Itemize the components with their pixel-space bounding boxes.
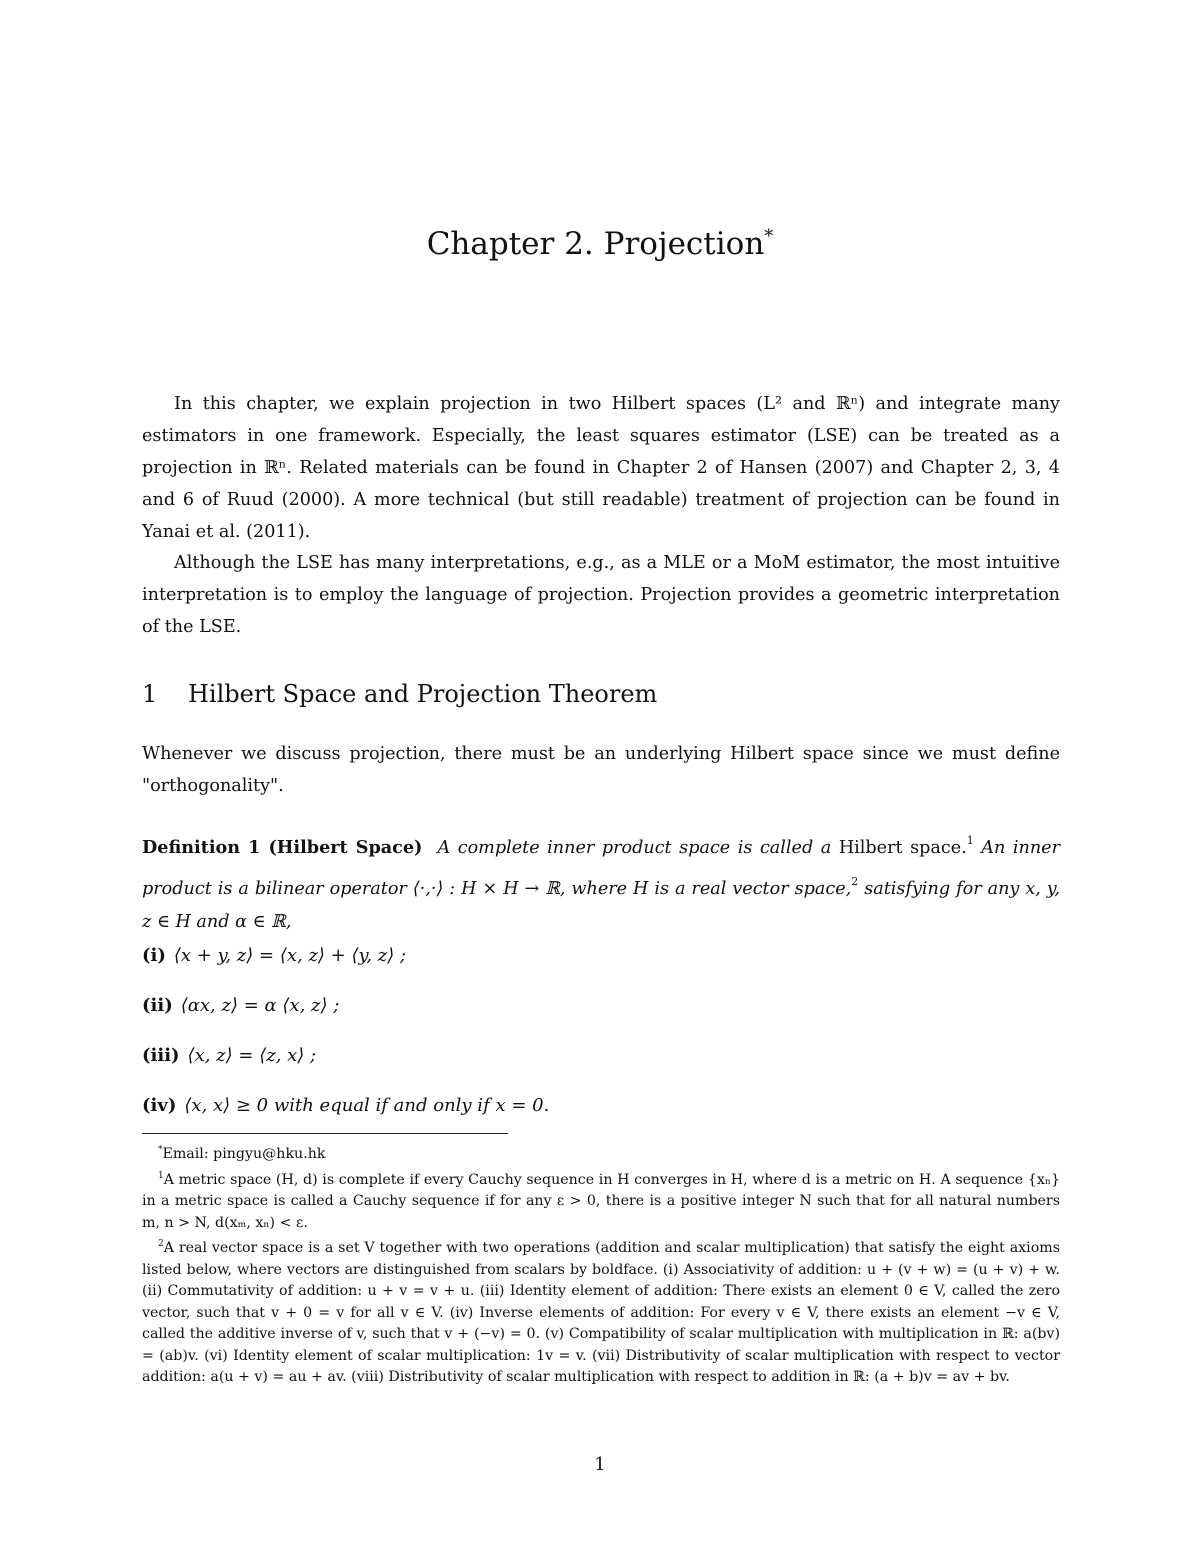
axiom-label: (i) — [142, 945, 166, 966]
axiom-label: (iii) — [142, 1045, 180, 1066]
footnote-email-text: Email: pingyu@hku.hk — [162, 1146, 326, 1162]
footnote-2-mark: 2 — [158, 1239, 164, 1249]
footnote-ref-1: 1 — [966, 834, 974, 847]
title-footnote-mark: * — [764, 226, 774, 247]
footnotes — [142, 1140, 1060, 1389]
definition-text-a: A complete inner product space is called a — [437, 838, 832, 858]
footnote-ref-2: 2 — [851, 875, 859, 888]
axiom-1 — [142, 945, 406, 966]
axiom-text: ⟨x, z⟩ = ⟨z, x⟩ ; — [187, 1045, 317, 1066]
footnote-1-text: A metric space (H, d) is complete if every Cauchy sequence in H converges in H, where d is a metric on H. A sequence {xₙ} in a metric space is called a Cauchy sequence if for any ε > 0, there is a positive integer N such that for all natural numbers m, n > N, d(xₘ, xₙ) < ε. — [142, 1171, 1060, 1231]
section-heading — [142, 680, 657, 708]
definition-label: Definition 1 (Hilbert Space) — [142, 837, 423, 858]
footnote-2-text: A real vector space is a set V together with two operations (addition and scalar multiplication) that satisfy the eight axioms listed below, where vectors are distinguished from scalars by boldface. (i) Associativity of addition: u + (v + w) = (u + v) + w. (ii) Commutativity of addition: u + v = v + u. (iii) Identity element of addition: There exists an element 0 ∈ V, called the zero vector, such that v + 0 = v for all v ∈ V. (iv) Inverse elements of addition: For every v ∈ V, there exists an element −v ∈ V, called the additive inverse of v, such that v + (−v) = 0. (v) Compatibility of scalar multiplication with multiplication in ℝ: a(bv) = (ab)v. (vi) Identity element of scalar multiplication: 1v = v. (vii) Distributivity of scalar multiplication with respect to vector addition: a(u + v) = au + av. (viii) Distributivity of scalar multiplication with respect to addition in ℝ: (a + b)v = av + bv. — [142, 1240, 1060, 1385]
page-number: 1 — [594, 1454, 606, 1475]
definition-text-b: An inner product is a bilinear operator ⟨·,·⟩ : H × H → ℝ, where H is a real vector space, — [142, 838, 1060, 899]
axiom-text: ⟨x + y, z⟩ = ⟨x, z⟩ + ⟨y, z⟩ ; — [173, 945, 407, 966]
definition-text-c: satisfying for any x, y, z ∈ H and α ∈ ℝ, — [142, 879, 1061, 932]
axiom-label: (ii) — [142, 995, 173, 1016]
axiom-4 — [142, 1095, 549, 1116]
section-title: Hilbert Space and Projection Theorem — [188, 680, 658, 708]
footnote-divider — [142, 1133, 508, 1134]
chapter-title — [0, 226, 1200, 262]
intro-paragraph-2: Although the LSE has many interpretations, e.g., as a MLE or a MoM estimator, the most intuitive interpretation is to employ the language of projection. Projection provides a geometric interpretation of the LSE. — [142, 553, 1060, 637]
chapter-title-text: Chapter 2. Projection — [426, 226, 765, 262]
footnote-email-mark: * — [158, 1145, 163, 1155]
definition-term: Hilbert space. — [838, 838, 967, 858]
footnote-2 — [142, 1234, 1060, 1389]
footnote-email — [142, 1140, 1060, 1166]
footnote-1 — [142, 1166, 1060, 1235]
axiom-2 — [142, 995, 339, 1016]
section-number: 1 — [142, 680, 158, 708]
definition-1 — [142, 824, 1060, 939]
axiom-text: ⟨x, x⟩ ≥ 0 with equal if and only if x = 0. — [184, 1095, 550, 1116]
intro-paragraph-1: In this chapter, we explain projection in two Hilbert spaces (L² and ℝⁿ) and integrate many estimators in one framework. Especially, the least squares estimator (LSE) can be treated as a projection in ℝⁿ. Related materials can be found in Chapter 2 of Hansen (2007) and Chapter 2, 3, 4 and 6 of Ruud (2000). A more technical (but still readable) treatment of projection can be found in Yanai et al. (2011). — [142, 394, 1060, 542]
axiom-text: ⟨αx, z⟩ = α ⟨x, z⟩ ; — [180, 995, 340, 1016]
axiom-3 — [142, 1045, 316, 1066]
axiom-label: (iv) — [142, 1095, 177, 1116]
section-lead-paragraph: Whenever we discuss projection, there must be an underlying Hilbert space since we must define "orthogonality". — [142, 744, 1060, 796]
footnote-1-mark: 1 — [158, 1170, 164, 1181]
